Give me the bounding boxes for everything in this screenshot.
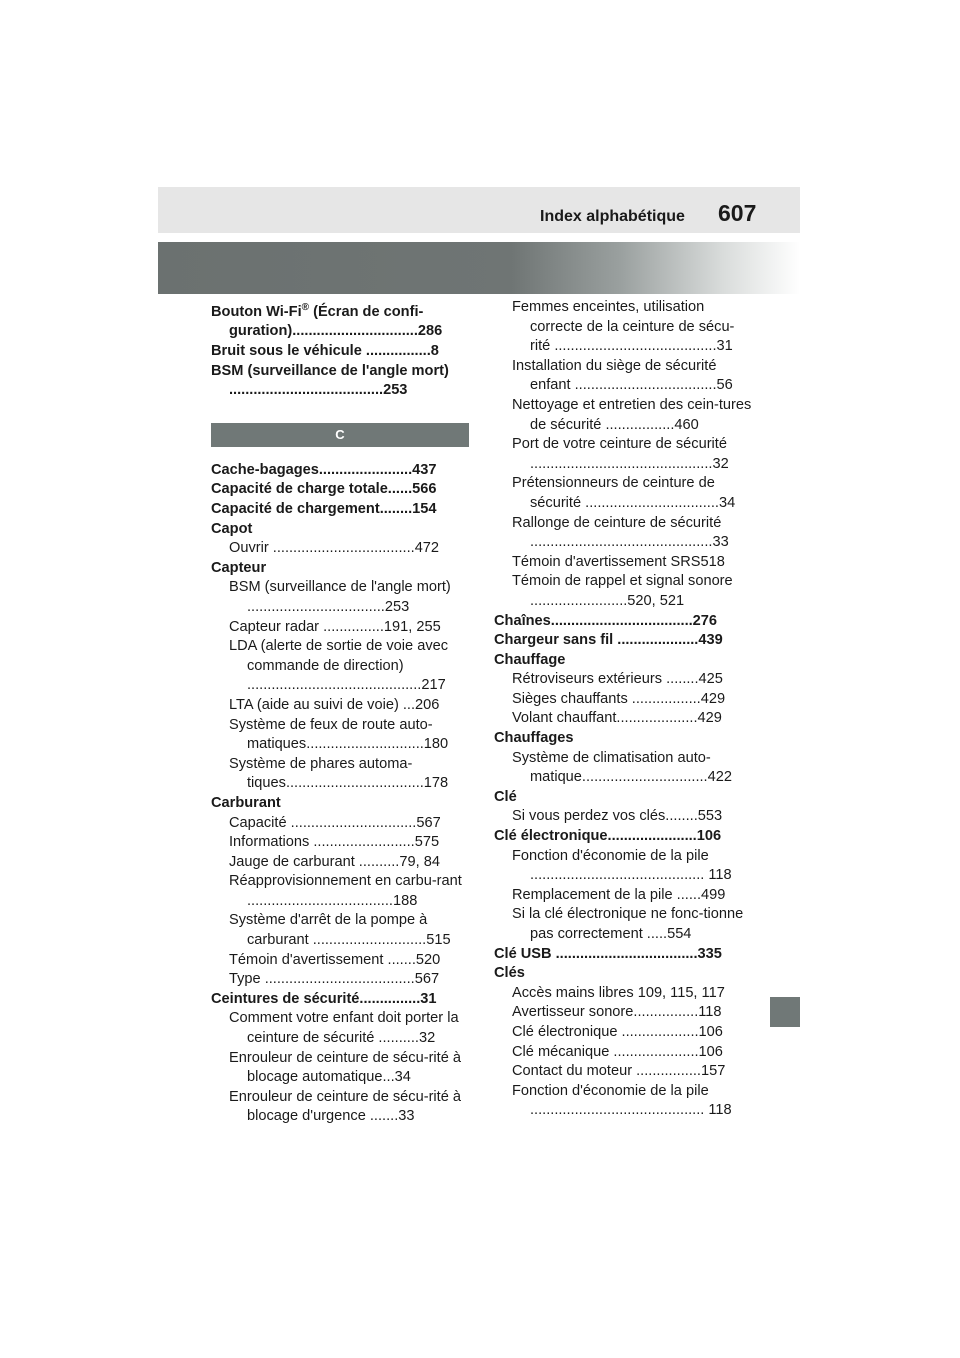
- index-subentry: [494, 709, 752, 729]
- index-subentry: [211, 1009, 469, 1048]
- index-entry-text: Système de phares automa-tiques..................................178: [229, 755, 449, 792]
- index-subentry: [211, 716, 469, 755]
- index-entry-text: Prétensionneurs de ceinture de sécurité .................................34: [512, 475, 736, 511]
- index-entry: [211, 520, 469, 540]
- index-subentry: [494, 435, 752, 474]
- index-entry: [494, 631, 752, 651]
- index-entry-text: LDA (alerte de sortie de voie avec commande de direction) ...........................................217: [229, 638, 449, 694]
- index-subentry: [494, 905, 752, 944]
- header-bar: [158, 187, 800, 233]
- index-entries-before-section: [211, 298, 469, 401]
- index-entry: [494, 964, 752, 984]
- index-entry: [494, 945, 752, 965]
- index-entry-text: Contact du moteur ................157: [512, 1063, 726, 1080]
- index-entry: [211, 342, 469, 362]
- index-entry-text: Chauffage: [494, 651, 566, 668]
- index-subentry: [494, 749, 752, 788]
- index-subentry: [494, 553, 752, 573]
- index-entry-text: LTA (aide au suivi de voie) ...206: [229, 696, 440, 713]
- index-entry-text: Capacité de chargement........154: [211, 501, 437, 518]
- index-subentry: [494, 514, 752, 553]
- index-entry-text: Femmes enceintes, utilisation correcte de la ceinture de sécu-rité ........................................31: [512, 299, 735, 355]
- index-subentry: [494, 357, 752, 396]
- index-entry: [494, 827, 752, 847]
- index-subentry: [494, 1003, 752, 1023]
- index-entry-text: Port de votre ceinture de sécurité .............................................32: [512, 436, 729, 472]
- index-entry-text: Ceintures de sécurité...............31: [211, 990, 437, 1007]
- index-subentry: [211, 1088, 469, 1127]
- index-entry-text: Comment votre enfant doit porter la ceinture de sécurité ..........32: [229, 1010, 459, 1047]
- index-entry-text: Type .....................................567: [229, 971, 440, 988]
- index-entry-text: Chaînes...................................276: [494, 612, 718, 629]
- index-entry-text: Système d'arrêt de la pompe à carburant ............................515: [229, 912, 451, 949]
- index-entry-text: Chauffages: [494, 730, 574, 747]
- index-entry-text: Enrouleur de ceinture de sécu-rité à blocage automatique...34: [229, 1049, 462, 1086]
- index-entry-text: Système de feux de route auto-matiques.............................180: [229, 716, 449, 753]
- index-entry-text: Si vous perdez vos clés........553: [512, 808, 723, 825]
- index-entry-text: Bruit sous le véhicule ................8: [211, 343, 439, 360]
- chapter-tab: [770, 997, 800, 1027]
- index-subentry: [494, 807, 752, 827]
- index-entry: [494, 788, 752, 808]
- page-number: 607: [718, 200, 757, 226]
- index-entry-text: Installation du siège de sécurité enfant ...................................56: [512, 357, 733, 394]
- index-entry-text: Témoin de rappel et signal sonore ........................520, 521: [512, 573, 733, 609]
- index-entry-text: Remplacement de la pile ......499: [512, 886, 726, 903]
- index-subentry: [494, 572, 752, 611]
- index-subentry: [494, 298, 752, 357]
- page-title: Index alphabétique: [540, 208, 685, 225]
- index-entry-text: Sièges chauffants .................429: [512, 690, 726, 707]
- index-entry-text: Capacité de charge totale......566: [211, 481, 437, 498]
- section-letter-bar: C: [211, 423, 469, 447]
- index-entry-text: Témoin d'avertissement .......520: [229, 951, 441, 968]
- index-entry: [211, 480, 469, 500]
- index-entry-text: Chargeur sans fil ....................439: [494, 632, 723, 649]
- index-subentry: [211, 696, 469, 716]
- index-entry-text: Clé mécanique .....................106: [512, 1043, 723, 1060]
- index-entry: [211, 362, 469, 401]
- index-entry-text: Enrouleur de ceinture de sécu-rité à blocage d'urgence .......33: [229, 1088, 462, 1125]
- index-entry-text: Ouvrir ...................................472: [229, 540, 440, 557]
- index-subentry: [211, 951, 469, 971]
- index-entry-text: Capacité ...............................567: [229, 814, 441, 831]
- index-subentry: [211, 755, 469, 794]
- index-subentry: [211, 911, 469, 950]
- index-entry-text: Fonction d'économie de la pile ........................................... 118: [512, 1082, 732, 1119]
- index-subentry: [494, 1062, 752, 1082]
- index-subentry: [494, 847, 752, 886]
- index-subentry: [211, 618, 469, 638]
- index-subentry: [494, 690, 752, 710]
- index-entry-text: Cache-bagages.......................437: [211, 461, 437, 478]
- index-subentry: [494, 984, 752, 1004]
- index-subentry: [211, 970, 469, 990]
- index-entry: [211, 794, 469, 814]
- index-subentry: [211, 578, 469, 617]
- index-subentry: [494, 670, 752, 690]
- index-entry-text: Accès mains libres 109, 115, 117: [512, 984, 725, 1001]
- index-entries: [494, 298, 752, 1121]
- index-entry-text: Si la clé électronique ne fonc-tionne pas correctement .....554: [512, 906, 744, 942]
- index-entry: [211, 461, 469, 481]
- index-subentry: [211, 637, 469, 696]
- index-entry-text: Jauge de carburant ..........79, 84: [229, 853, 440, 870]
- index-column-right: [494, 298, 752, 1121]
- index-entry: [494, 651, 752, 671]
- index-entry-text: Rétroviseurs extérieurs ........425: [512, 671, 723, 688]
- index-entry-text: Réapprovisionnement en carbu-rant ....................................188: [229, 873, 462, 909]
- index-entry-text: Témoin d'avertissement SRS518: [512, 553, 725, 570]
- index-entry-text: Capot: [211, 520, 253, 537]
- index-entry-text: Avertisseur sonore................118: [512, 1004, 722, 1021]
- index-entry-text: Carburant: [211, 794, 281, 811]
- index-entry-text: Clé USB ...................................335: [494, 945, 722, 962]
- index-column-left: [211, 298, 469, 1127]
- index-entry-text: Capteur: [211, 559, 267, 576]
- index-entry-text: Informations .........................575: [229, 834, 440, 851]
- index-subentry: [494, 396, 752, 435]
- index-entry-text: Clés: [494, 965, 525, 982]
- index-subentry: [494, 1082, 752, 1121]
- index-entry: [494, 612, 752, 632]
- index-subentry: [211, 539, 469, 559]
- index-entries-after-section: [211, 461, 469, 1127]
- index-subentry: [494, 1023, 752, 1043]
- index-subentry: [211, 872, 469, 911]
- index-subentry: [494, 474, 752, 513]
- index-entry-text: Bouton Wi-Fi® (Écran de confi-guration)...............................286: [211, 302, 443, 340]
- index-entry: [211, 990, 469, 1010]
- index-subentry: [494, 886, 752, 906]
- index-entry-text: Nettoyage et entretien des cein-tures de sécurité .................460: [512, 396, 752, 433]
- index-subentry: [211, 814, 469, 834]
- decorative-band: [158, 242, 800, 294]
- index-subentry: [494, 1043, 752, 1063]
- index-entry: [211, 500, 469, 520]
- index-subentry: [211, 853, 469, 873]
- index-entry-text: Clé: [494, 788, 517, 805]
- index-entry-text: Volant chauffant....................429: [512, 710, 722, 727]
- index-entry: [211, 298, 469, 342]
- index-entry-text: BSM (surveillance de l'angle mort) ......................................253: [211, 362, 449, 399]
- index-entry: [494, 729, 752, 749]
- index-entry: [211, 559, 469, 579]
- index-entry-text: Clé électronique ...................106: [512, 1023, 723, 1040]
- index-entry-text: Clé électronique......................106: [494, 828, 722, 845]
- index-entry-text: Capteur radar ...............191, 255: [229, 618, 441, 635]
- index-entry-text: Fonction d'économie de la pile ........................................... 118: [512, 847, 732, 884]
- index-entry-text: BSM (surveillance de l'angle mort) ..................................253: [229, 579, 451, 615]
- index-entry-text: Rallonge de ceinture de sécurité .............................................33: [512, 514, 729, 551]
- index-subentry: [211, 1049, 469, 1088]
- index-entry-text: Système de climatisation auto-matique...............................422: [512, 749, 732, 786]
- index-subentry: [211, 833, 469, 853]
